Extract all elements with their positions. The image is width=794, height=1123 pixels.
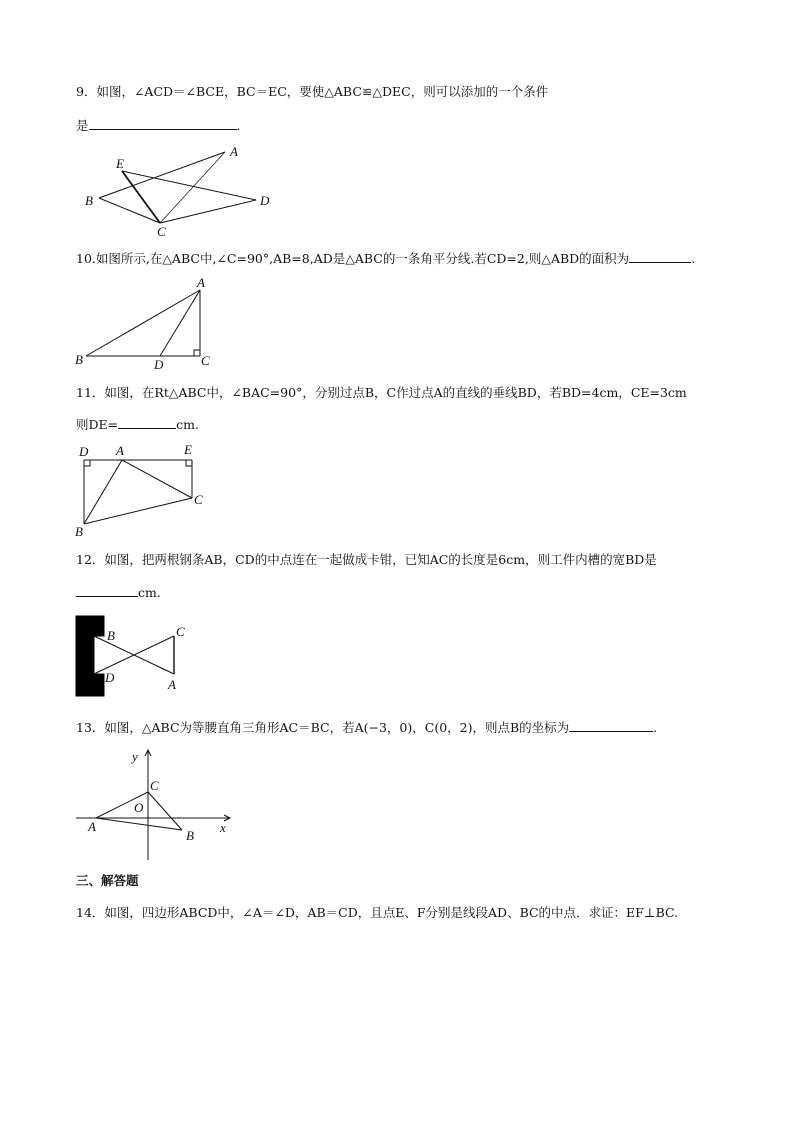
question-13-suffix: . [653,720,658,735]
question-10-line [76,250,695,267]
question-11-suffix: cm. [176,417,199,432]
question-9-answer-line [76,117,249,134]
q9-label-D: D [260,193,270,208]
question-14-text: 14．如图，四边形ABCD中，∠A＝∠D，AB＝CD，且点E、F分别是线段AD、BC的中点．求证：EF⊥BC. [76,905,679,920]
question-9-text: 9．如图，∠ACD＝∠BCE，BC＝EC，要使△ABC≌△DEC，则可以添加的一个条件 [76,84,549,99]
q11-label-D: D [79,444,89,459]
question-13-figure [74,746,244,861]
question-11-prefix: 则DE= [76,417,119,432]
question-12-text: 12．如图，把两根钢条AB，CD的中点连在一起做成卡钳，已知AC的长度是6cm，则工件内槽的宽BD是 [76,552,657,567]
question-10-text: 10.如图所示,在△ABC中,∠C=90°,AB=8,AD是△ABC的一条角平分线.若CD=2,则△ABD的面积为 [76,251,630,266]
q12-label-B: B [107,628,115,643]
question-11-blank[interactable] [118,416,176,429]
q11-label-E: E [184,442,192,457]
section-3-heading: 三、解答题 [76,873,139,888]
question-10-blank[interactable] [629,250,691,263]
question-13-blank[interactable] [569,719,653,732]
question-13-line [76,719,657,736]
q11-label-B: B [75,524,83,539]
question-12-figure [76,614,206,704]
question-9-blank[interactable] [89,117,237,130]
q12-label-A: A [168,677,176,692]
question-12-blank[interactable] [76,584,138,597]
q13-label-x: x [220,820,226,835]
question-10-suffix: . [691,251,696,266]
q13-label-C: C [150,778,159,793]
question-9-figure [80,144,280,239]
q13-label-O: O [134,800,144,815]
q10-label-A: A [197,275,205,290]
q11-label-C: C [194,492,203,507]
question-9-suffix: ． [236,118,250,133]
q9-label-A: A [230,144,238,159]
question-12-answer-line [76,584,161,601]
question-12-suffix: cm. [138,585,161,600]
q13-label-B: B [186,828,194,843]
question-13-text: 13．如图，△ABC为等腰直角三角形AC＝BC，若A(−3，0)，C(0，2)，则点B的坐标为 [76,720,570,735]
q13-label-A: A [88,819,96,834]
q9-label-E: E [116,156,124,171]
q11-label-A: A [116,443,124,458]
q12-label-D: D [105,670,115,685]
question-10-figure [74,275,214,372]
q9-label-B: B [85,193,93,208]
q13-label-y: y [132,749,138,764]
question-11-figure [74,440,214,539]
q9-label-C: C [157,224,166,239]
workpiece-block [76,616,104,696]
question-11-answer-line [76,416,199,433]
q10-label-D: D [154,357,164,372]
q10-label-B: B [75,352,83,367]
question-9-prefix: 是 [76,118,89,133]
q10-label-C: C [201,353,210,368]
q12-label-C: C [176,624,185,639]
question-11-text: 11．如图，在Rt△ABC中，∠BAC=90°，分别过点B，C作过点A的直线的垂线BD，若BD=4cm，CE=3cm [76,385,687,400]
